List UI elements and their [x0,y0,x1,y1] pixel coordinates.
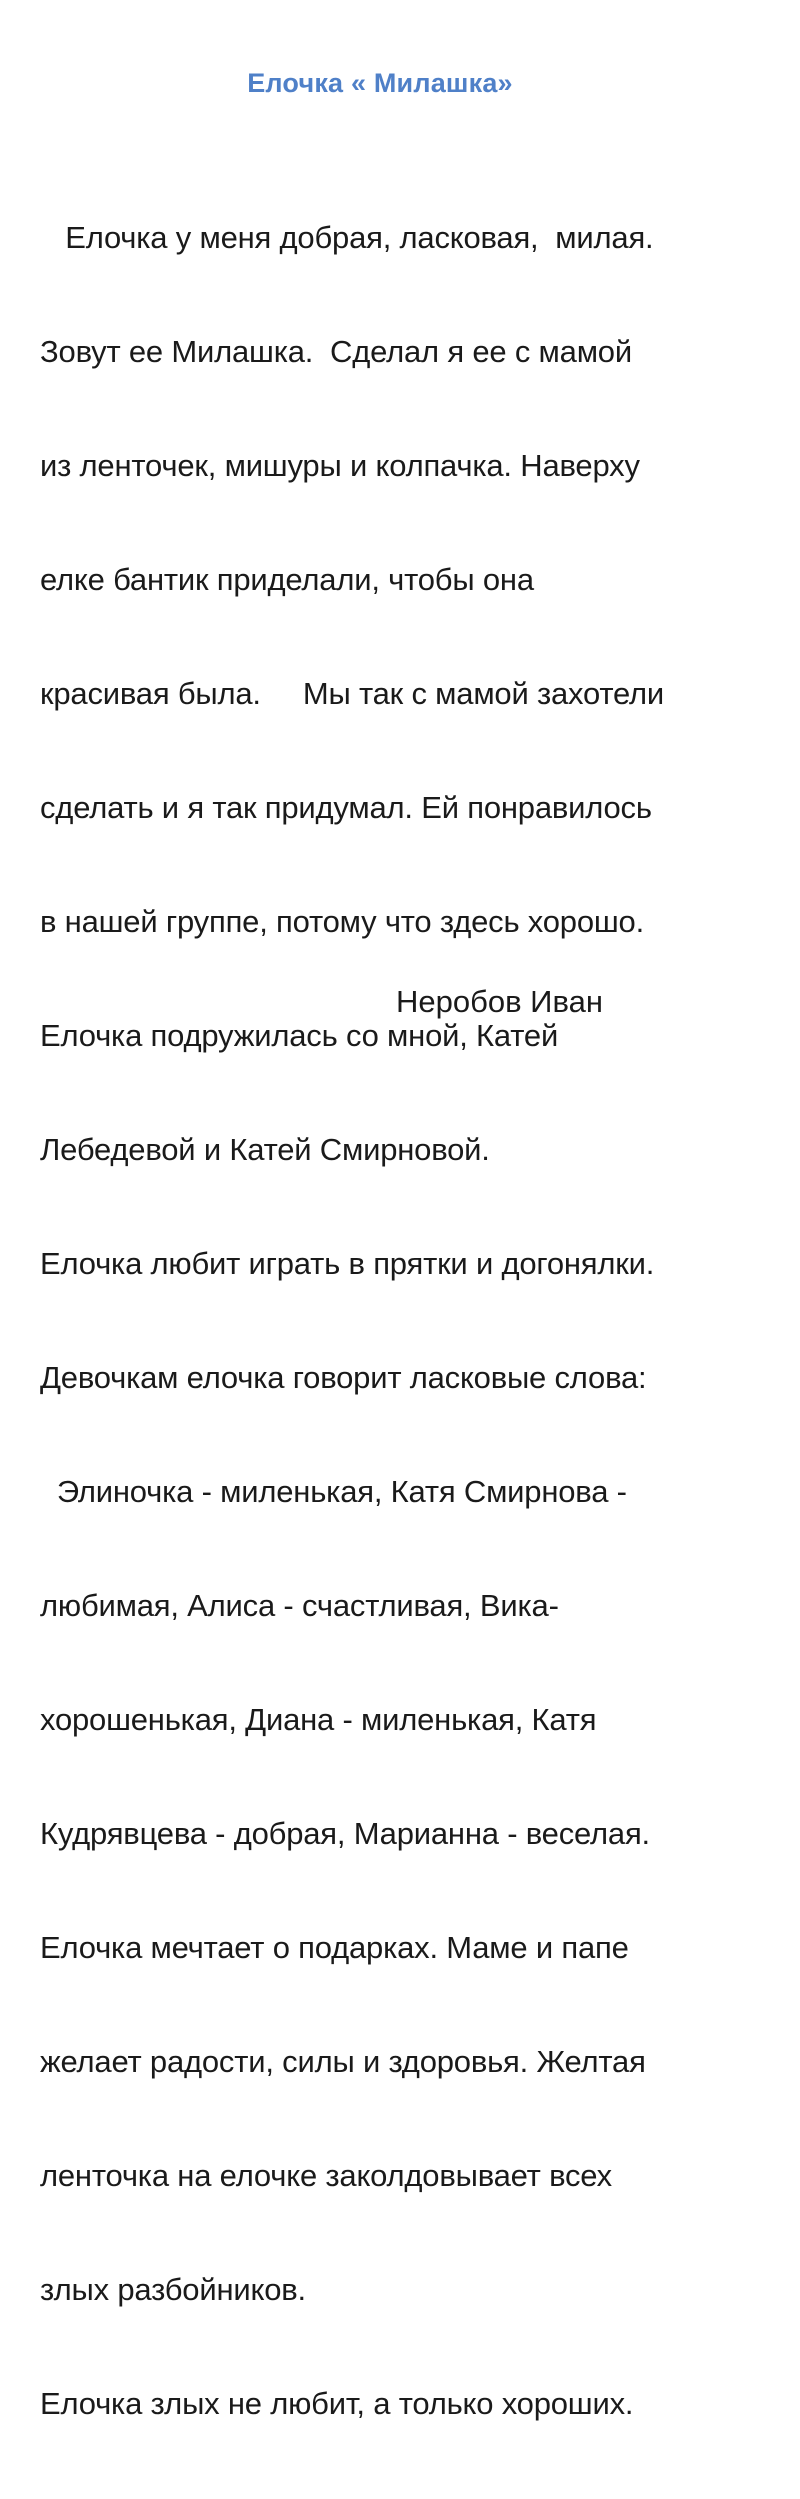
body-line: злых разбойников. [40,2272,306,2307]
body-line: Кудрявцева - добрая, Марианна - веселая. [40,1816,650,1851]
body-line: любимая, Алиса - счастливая, Вика- [40,1588,559,1623]
body-line: Девочкам елочка говорит ласковые слова: [40,1360,647,1395]
document-body [40,143,780,2499]
body-line: Зовут ее Милашка. Сделал я ее с мамой [40,334,632,369]
body-line: Лебедевой и Катей Смирновой. [40,1132,490,1167]
body-line: Елочка злых не любит, а только хороших. [40,2386,634,2421]
body-line: Елочка мечтает о подарках. Маме и папе [40,1930,629,1965]
body-line: в нашей группе, потому что здесь хорошо. [40,904,645,939]
body-line: Елочка любит играть в прятки и догонялки. [40,1246,655,1281]
document-title: Елочка « Милашка» [247,68,513,98]
body-line: красивая была. Мы так с мамой захотели [40,676,665,711]
body-line: Элиночка - миленькая, Катя Смирнова - [40,1474,627,1509]
body-line: сделать и я так придумал. Ей понравилось [40,790,652,825]
body-line: из ленточек, мишуры и колпачка. Наверху [40,448,640,483]
body-line: Елочка подружилась со мной, Катей [40,1018,559,1053]
body-line: Елочка у меня добрая, ласковая, милая. [40,220,654,255]
author-signature: Неробов Иван [396,984,603,1019]
body-line: елке бантик приделали, чтобы она [40,562,534,597]
body-line: хорошенькая, Диана - миленькая, Катя [40,1702,597,1737]
body-line: желает радости, силы и здоровья. Желтая [40,2044,646,2079]
body-line: ленточка на елочке заколдовывает всех [40,2158,612,2193]
